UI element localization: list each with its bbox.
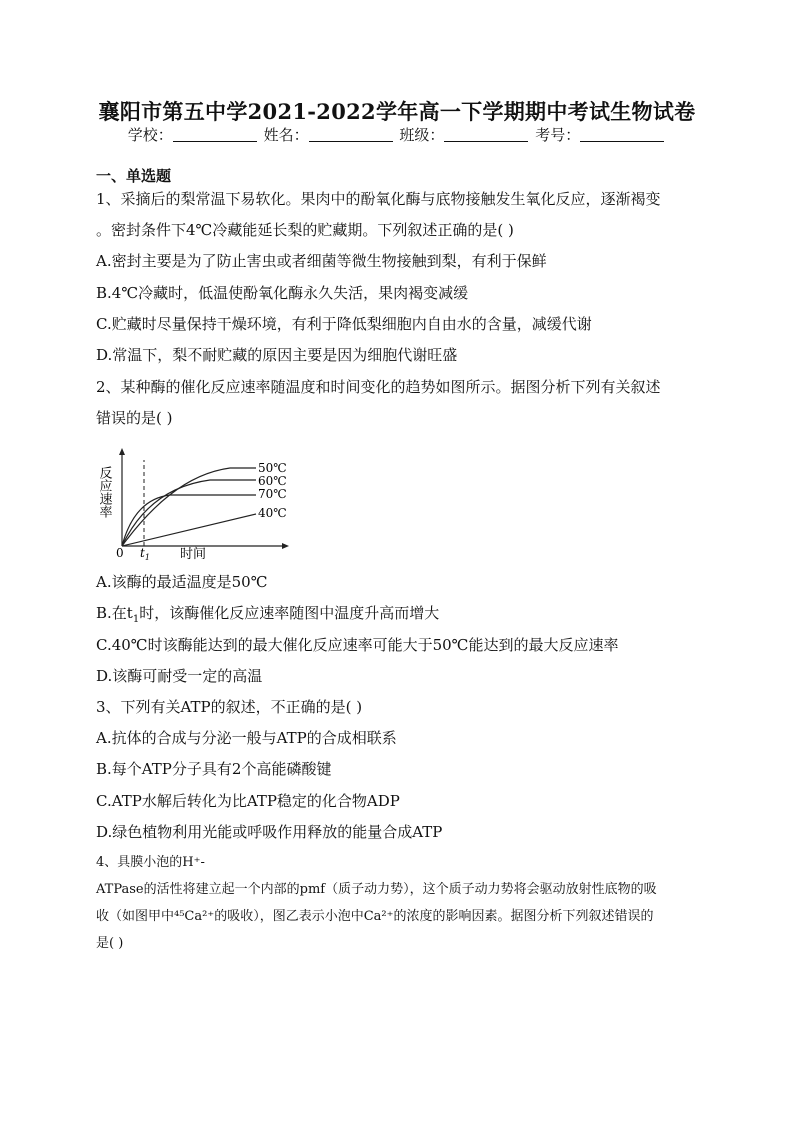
name-blank (309, 127, 393, 142)
q3-stem: 3、下列有关ATP的叙述，不正确的是( ) (96, 698, 363, 716)
curve-label-50c: 50℃ (258, 461, 287, 475)
section-heading: 一、单选题 (96, 167, 172, 185)
q4-stem-line-1: 4、具膜小泡的H⁺- (96, 855, 205, 870)
q1-option-a: A.密封主要是为了防止害虫或者细菌等微生物接触到梨，有利于保鲜 (96, 252, 547, 270)
q4-stem-line-2: ATPase的活性将建立起一个内部的pmf（质子动力势），这个质子动力势将会驱动放射性底物的吸 (96, 882, 657, 897)
q1-stem-line-1: 1、采摘后的梨常温下易软化。果肉中的酚氧化酶与底物接触发生氧化反应，逐渐褐变 (96, 190, 661, 208)
exam-title: 襄阳市第五中学2021-2022学年高一下学期期中考试生物试卷 (98, 99, 696, 124)
y-axis-label: 反应速率 (96, 466, 112, 518)
y-axis-arrow (119, 448, 125, 455)
q2-figure (90, 446, 300, 564)
x-axis-label: 时间 (180, 547, 207, 562)
student-info-line (0, 124, 794, 145)
q2-option-b (96, 603, 706, 630)
exam-number-label: 考号： (535, 126, 581, 144)
curve-40c (122, 514, 256, 546)
q2-stem-line-2: 错误的是( ) (96, 409, 173, 427)
class-blank (444, 127, 528, 142)
q2-option-b-sub: 1 (132, 614, 140, 625)
q2-option-c: C.40℃时该酶能达到的最大催化反应速率可能大于50℃能达到的最大反应速率 (96, 636, 619, 654)
x-axis-arrow (282, 543, 289, 549)
q4-stem-line-4: 是( ) (96, 936, 124, 951)
school-label: 学校： (127, 126, 173, 144)
q1-stem-line-2: 。密封条件下4℃冷藏能延长梨的贮藏期。下列叙述正确的是( ) (96, 221, 514, 239)
q1-option-c: C.贮藏时尽量保持干燥环境，有利于降低梨细胞内自由水的含量，减缓代谢 (96, 315, 592, 333)
q2-option-b-pre: B.在t (96, 604, 133, 622)
q2-option-d: D.该酶可耐受一定的高温 (96, 667, 263, 685)
curve-label-60c: 60℃ (258, 474, 287, 488)
q3-option-b: B.每个ATP分子具有2个高能磷酸键 (96, 760, 332, 778)
q2-option-a: A.该酶的最适温度是50℃ (96, 573, 268, 591)
name-label: 姓名： (263, 126, 309, 144)
t1-label: $t_1$ (140, 546, 150, 562)
origin-label: 0 (116, 546, 124, 560)
q4-stem-line-3: 收（如图甲中⁴⁵Ca²⁺的吸收），图乙表示小泡中Ca²⁺的浓度的影响因素。据图分析下列叙述错误的 (96, 909, 654, 924)
q3-option-a: A.抗体的合成与分泌一般与ATP的合成相联系 (96, 729, 397, 747)
exam-number-blank (580, 127, 664, 142)
q2-option-b-post: 时，该酶催化反应速率随图中温度升高而增大 (139, 604, 440, 622)
q2-stem-line-1: 2、某种酶的催化反应速率随温度和时间变化的趋势如图所示。据图分析下列有关叙述 (96, 378, 661, 396)
q1-option-d: D.常温下，梨不耐贮藏的原因主要是因为细胞代谢旺盛 (96, 346, 458, 364)
curve-label-70c: 70℃ (258, 487, 287, 501)
q3-option-c: C.ATP水解后转化为比ATP稳定的化合物ADP (96, 792, 400, 810)
class-label: 班级： (399, 126, 445, 144)
curve-label-40c: 40℃ (258, 506, 287, 520)
school-blank (173, 127, 257, 142)
curve-60c (122, 480, 256, 546)
q1-option-b: B.4℃冷藏时，低温使酚氧化酶永久失活，果肉褐变减缓 (96, 284, 469, 302)
q3-option-d: D.绿色植物利用光能或呼吸作用释放的能量合成ATP (96, 823, 443, 841)
